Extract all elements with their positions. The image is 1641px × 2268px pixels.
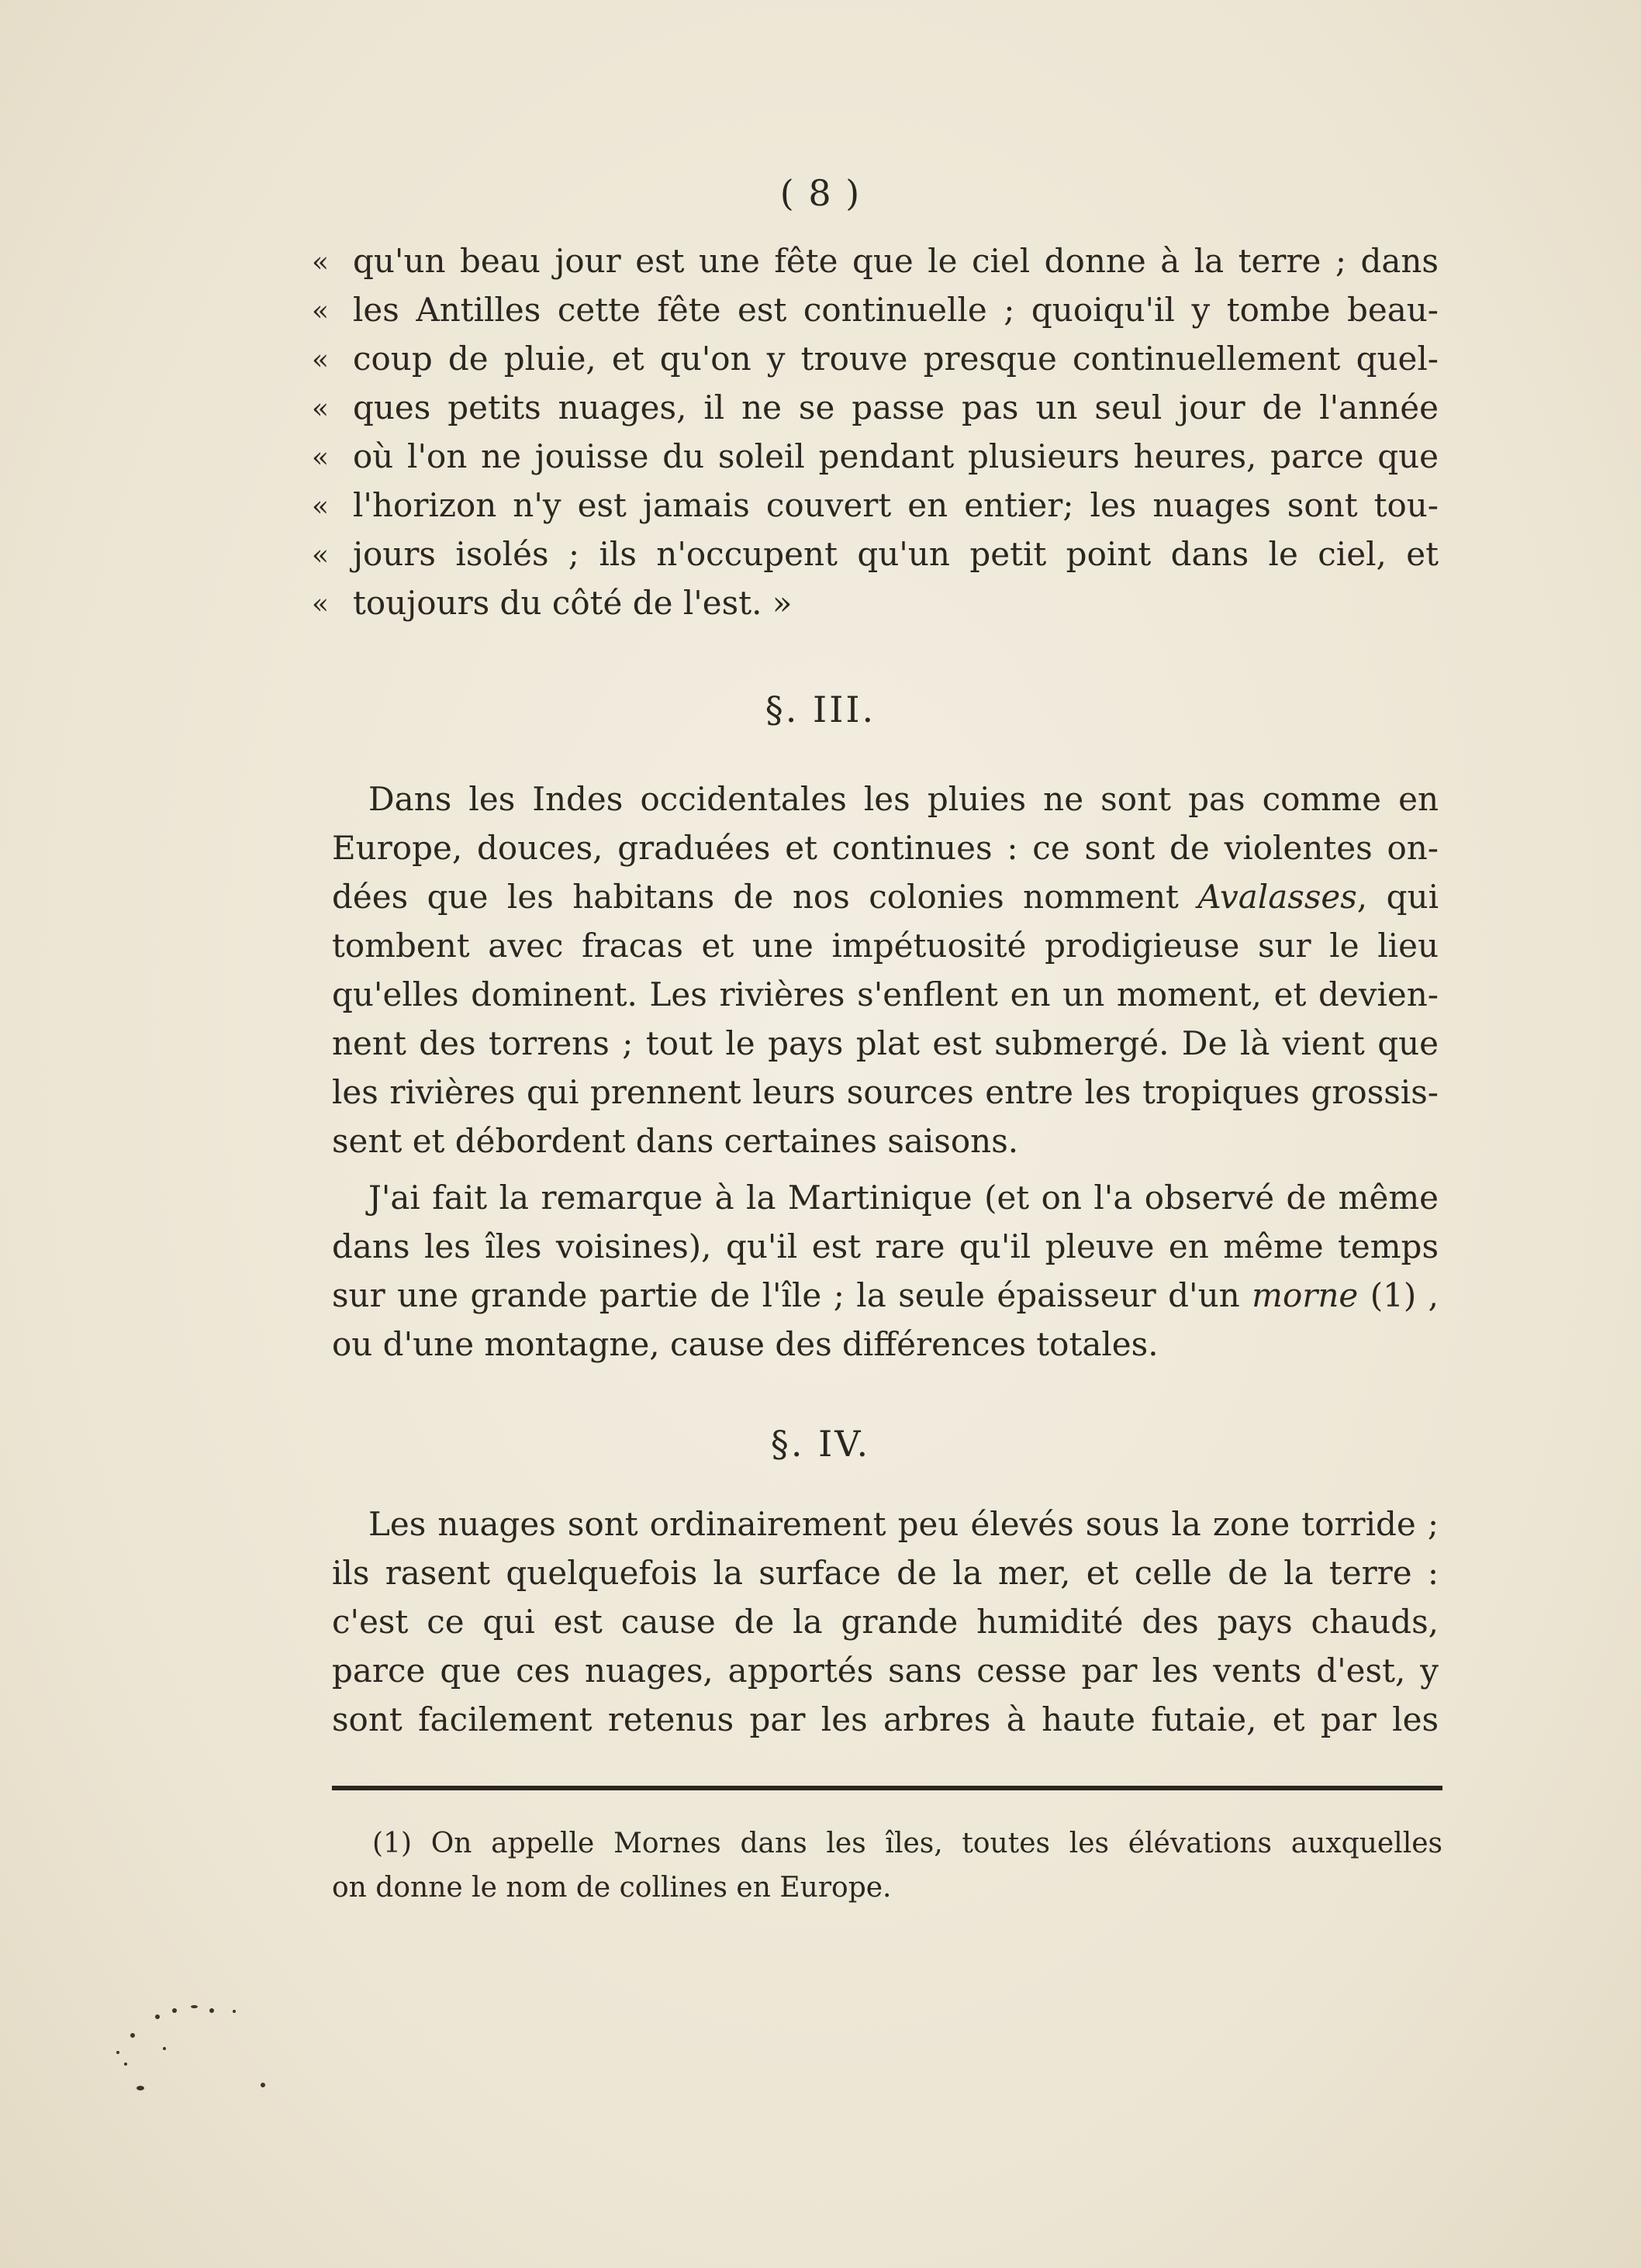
text-line: tombent avec fracas et une impétuosité prodigieuse sur le lieu: [332, 927, 1439, 965]
text-line: Europe, douces, graduées et continues : ce sont de violentes on-: [332, 829, 1439, 867]
quote-line: ques petits nuages, il ne se passe pas un seul jour de l'année: [353, 388, 1439, 426]
text-line: sont facilement retenus par les arbres à haute futaie, et par les: [332, 1700, 1439, 1738]
text-line: [332, 878, 1439, 916]
section-heading: §. IV.: [770, 1423, 871, 1465]
text-line: Dans les Indes occidentales les pluies ne sont pas comme en: [368, 780, 1439, 818]
quote-mark: «: [312, 344, 330, 376]
quote-line: toujours du côté de l'est. »: [353, 584, 793, 622]
italic-term: Avalasses: [1197, 878, 1357, 916]
text-line: Les nuages sont ordinairement peu élevés sous la zone torride ;: [368, 1505, 1439, 1543]
quote-mark: «: [312, 491, 330, 523]
footnote-line: on donne le nom de collines en Europe.: [332, 1872, 892, 1904]
page-number: ( 8 ): [779, 172, 862, 214]
text-line: qu'elles dominent. Les rivières s'enflent en un moment, et devien-: [332, 975, 1439, 1013]
quote-mark: «: [312, 393, 330, 425]
text-line: c'est ce qui est cause de la grande humidité des pays chauds,: [332, 1603, 1439, 1641]
text-segment: , qui: [1356, 878, 1439, 916]
quote-line: les Antilles cette fête est continuelle ; quoiqu'il y tombe beau-: [353, 291, 1439, 329]
quote-mark: «: [312, 540, 330, 571]
quote-line: jours isolés ; ils n'occupent qu'un petit point dans le ciel, et: [353, 535, 1439, 573]
italic-term: morne: [1252, 1276, 1359, 1314]
text-segment: (1) ,: [1358, 1276, 1439, 1314]
text-segment: sur une grande partie de l'île ; la seule épaisseur d'un: [332, 1276, 1252, 1314]
text-line: ou d'une montagne, cause des différences totales.: [332, 1325, 1159, 1363]
text-line: les rivières qui prennent leurs sources entre les tropiques grossis-: [332, 1073, 1439, 1111]
quote-line: coup de pluie, et qu'on y trouve presque continuellement quel-: [353, 340, 1439, 378]
quote-mark: «: [312, 295, 330, 327]
text-line: parce que ces nuages, apportés sans cesse par les vents d'est, y: [332, 1652, 1439, 1690]
text-line: J'ai fait la remarque à la Martinique (et on l'a observé de même: [368, 1179, 1439, 1217]
text-line: sent et débordent dans certaines saisons.: [332, 1122, 1019, 1160]
quote-mark: «: [312, 247, 330, 278]
text-segment: dées que les habitans de nos colonies nomment: [332, 878, 1198, 916]
section-heading: §. III.: [765, 689, 876, 730]
footnote-divider: [332, 1786, 1442, 1790]
text-line: dans les îles voisines), qu'il est rare qu'il pleuve en même temps: [332, 1227, 1439, 1265]
text-line: ils rasent quelquefois la surface de la mer, et celle de la terre :: [332, 1554, 1439, 1592]
quote-line: qu'un beau jour est une fête que le ciel donne à la terre ; dans: [353, 242, 1439, 280]
quote-line: l'horizon n'y est jamais couvert en entier; les nuages sont tou-: [353, 486, 1439, 524]
quote-mark: «: [312, 589, 330, 620]
text-line: [332, 1276, 1439, 1314]
quote-line: où l'on ne jouisse du soleil pendant plusieurs heures, parce que: [353, 437, 1439, 475]
text-line: nent des torrens ; tout le pays plat est submergé. De là vient que: [332, 1024, 1439, 1062]
quote-mark: «: [312, 442, 330, 474]
footnote-line: (1) On appelle Mornes dans les îles, toutes les élévations auxquelles: [372, 1828, 1442, 1859]
